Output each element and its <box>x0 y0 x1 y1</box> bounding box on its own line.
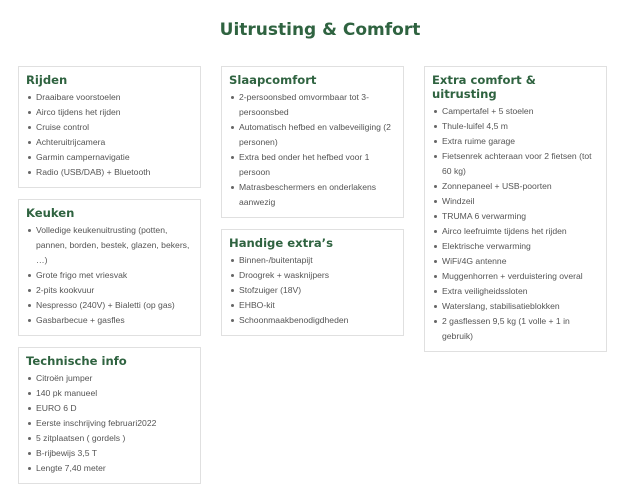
list-item: Automatisch hefbed en valbeveiliging (2 personen) <box>229 120 397 150</box>
list-item: Binnen-/buitentapijt <box>229 253 397 268</box>
list-item: Extra bed onder het hefbed voor 1 persoon <box>229 150 397 180</box>
card-extra-comfort-uitrusting <box>424 66 607 352</box>
card-heading: Extra comfort & uitrusting <box>432 73 536 101</box>
card-heading: Handige extra’s <box>229 236 333 250</box>
card-technische-info <box>18 347 201 484</box>
feature-list <box>26 371 194 476</box>
list-item: 2-pits kookvuur <box>26 283 194 298</box>
card-keuken <box>18 199 201 336</box>
card-heading: Keuken <box>26 206 75 220</box>
feature-list <box>229 90 397 210</box>
list-item: Cruise control <box>26 120 194 135</box>
card-heading: Slaapcomfort <box>229 73 317 87</box>
list-item: 140 pk manueel <box>26 386 194 401</box>
list-item: Lengte 7,40 meter <box>26 461 194 476</box>
feature-list <box>26 223 194 328</box>
list-item: TRUMA 6 verwarming <box>432 209 600 224</box>
list-item: Airco leefruimte tijdens het rijden <box>432 224 600 239</box>
list-item: EHBO-kit <box>229 298 397 313</box>
list-item: Radio (USB/DAB) + Bluetooth <box>26 165 194 180</box>
list-item: 2 gasflessen 9,5 kg (1 volle + 1 in gebruik) <box>432 314 600 344</box>
list-item: Muggenhorren + verduistering overal <box>432 269 600 284</box>
feature-list <box>26 90 194 180</box>
list-item: Nespresso (240V) + Bialetti (op gas) <box>26 298 194 313</box>
list-item: Zonnepaneel + USB-poorten <box>432 179 600 194</box>
column-left <box>18 66 201 495</box>
card-heading: Technische info <box>26 354 127 368</box>
page-title: Uitrusting & Comfort <box>219 20 421 40</box>
list-item: Windzeil <box>432 194 600 209</box>
card-handige-extra-s <box>221 229 404 336</box>
list-item: 5 zitplaatsen ( gordels ) <box>26 431 194 446</box>
list-item: Droogrek + wasknijpers <box>229 268 397 283</box>
list-item: Fietsenrek achteraan voor 2 fietsen (tot 60 kg) <box>432 149 600 179</box>
card-rijden <box>18 66 201 188</box>
list-item: Matrasbeschermers en onderlakens aanwezig <box>229 180 397 210</box>
list-item: Extra ruime garage <box>432 134 600 149</box>
list-item: Citroën jumper <box>26 371 194 386</box>
column-right <box>424 66 607 363</box>
list-item: Eerste inschrijving februari2022 <box>26 416 194 431</box>
card-slaapcomfort <box>221 66 404 218</box>
list-item: Waterslang, stabilisatieblokken <box>432 299 600 314</box>
list-item: Grote frigo met vriesvak <box>26 268 194 283</box>
column-middle <box>221 66 404 347</box>
list-item: EURO 6 D <box>26 401 194 416</box>
list-item: Schoonmaakbenodigdheden <box>229 313 397 328</box>
list-item: Achteruitrijcamera <box>26 135 194 150</box>
list-item: 2-persoonsbed omvormbaar tot 3-persoonsbed <box>229 90 397 120</box>
feature-list <box>229 253 397 328</box>
card-heading: Rijden <box>26 73 68 87</box>
feature-list <box>432 104 600 344</box>
list-item: Thule-luifel 4,5 m <box>432 119 600 134</box>
list-item: Elektrische verwarming <box>432 239 600 254</box>
list-item: Draaibare voorstoelen <box>26 90 194 105</box>
list-item: WiFi/4G antenne <box>432 254 600 269</box>
list-item: Campertafel + 5 stoelen <box>432 104 600 119</box>
list-item: Gasbarbecue + gasfles <box>26 313 194 328</box>
list-item: Extra veiligheidssloten <box>432 284 600 299</box>
list-item: Stofzuiger (18V) <box>229 283 397 298</box>
list-item: B-rijbewijs 3,5 T <box>26 446 194 461</box>
list-item: Volledige keukenuitrusting (potten, pannen, borden, bestek, glazen, bekers, …) <box>26 223 194 268</box>
list-item: Airco tijdens het rijden <box>26 105 194 120</box>
list-item: Garmin campernavigatie <box>26 150 194 165</box>
